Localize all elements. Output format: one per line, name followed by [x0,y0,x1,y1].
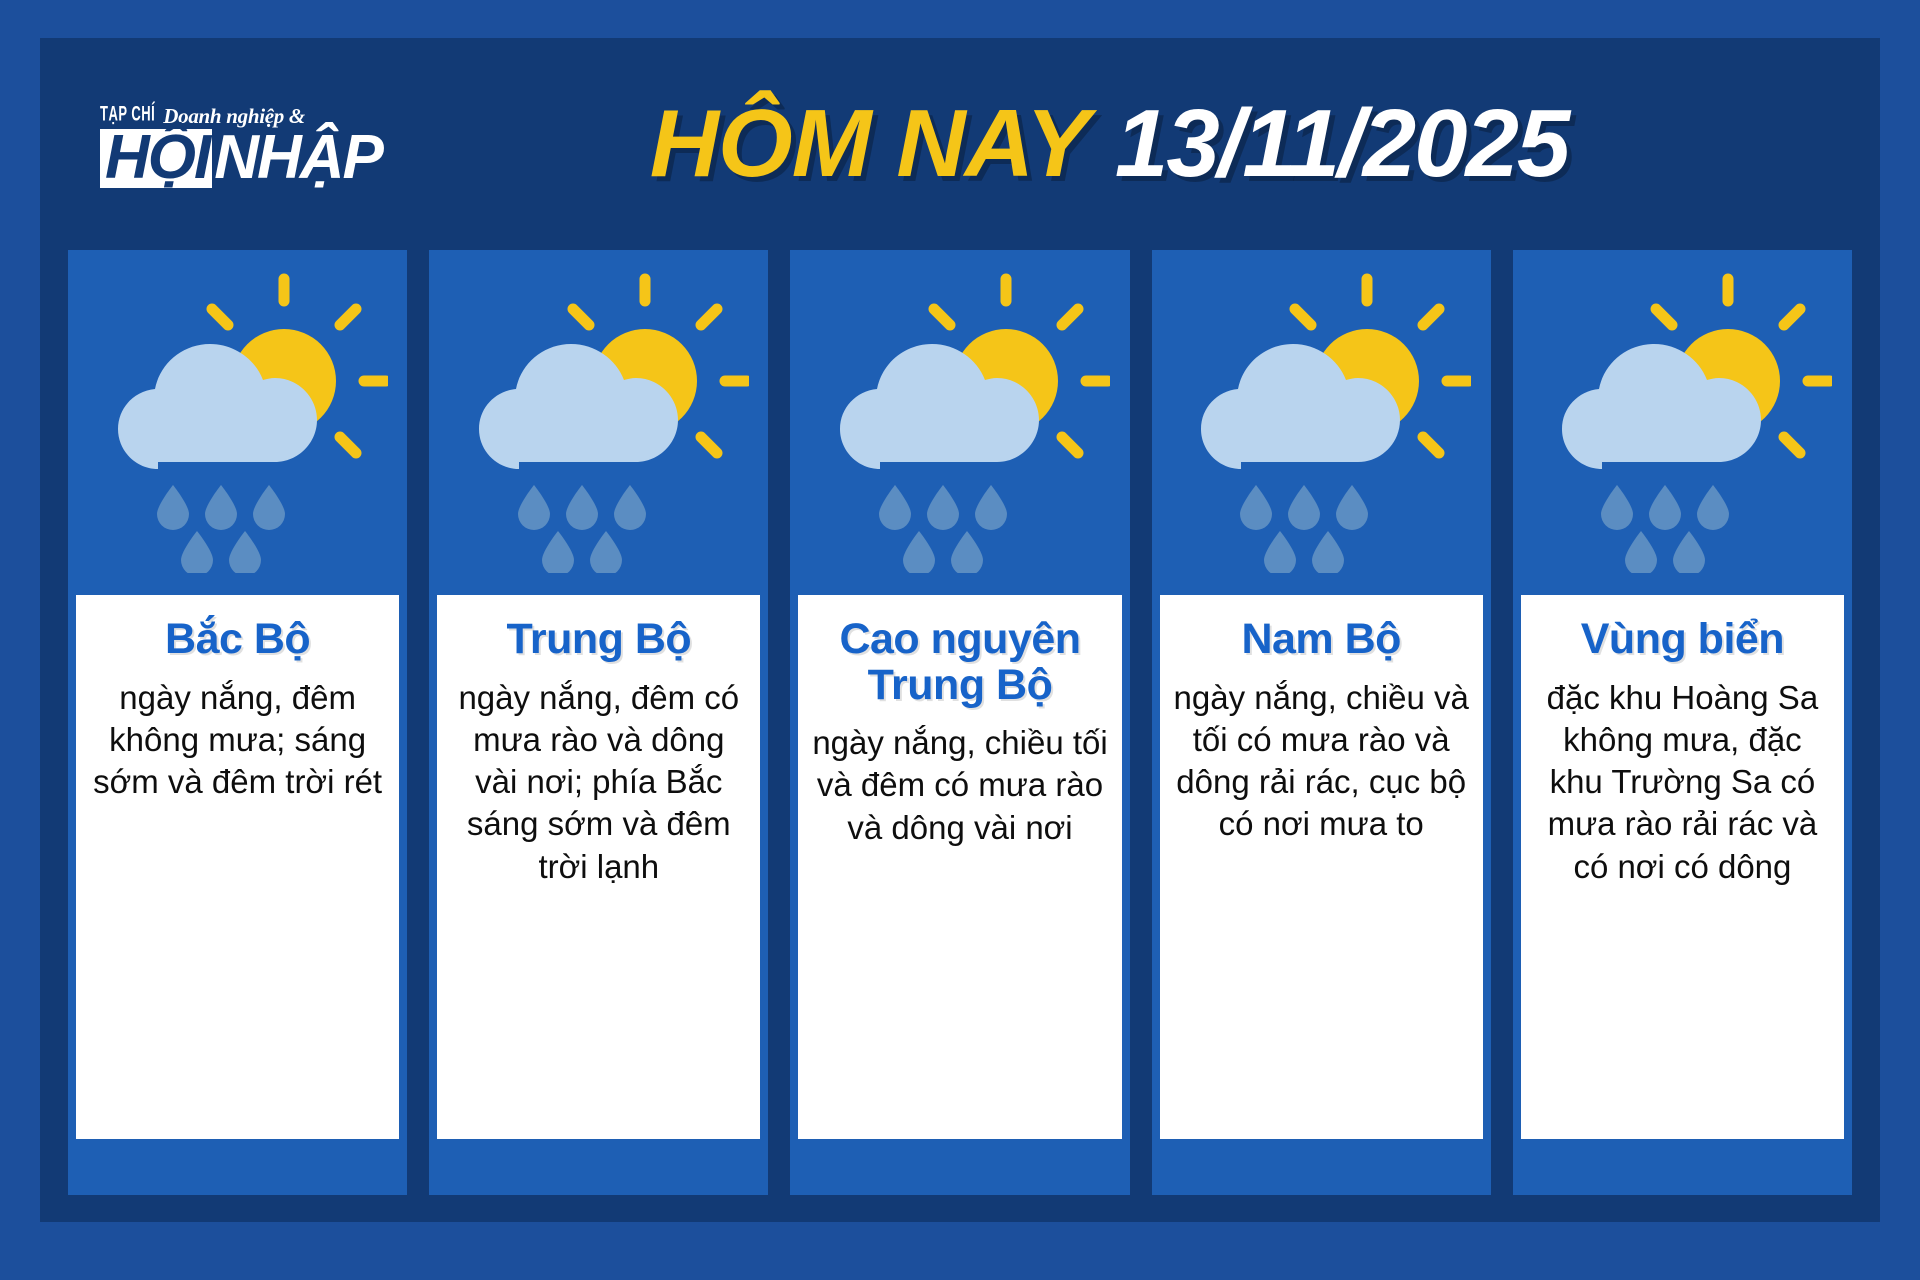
forecast-card-body [76,595,399,1139]
forecast-card [790,250,1129,1195]
forecast-card-list [40,250,1880,1195]
sun-behind-rain-cloud-icon [1152,250,1491,595]
sun-behind-rain-cloud-icon [1513,250,1852,595]
card-footer-spacer [68,1139,407,1195]
region-name: Nam Bộ [1241,615,1401,663]
region-description: ngày nắng, đêm có mưa rào và dông vài nơi; phía Bắc sáng sớm và đêm trời lạnh [458,678,740,885]
region-name: Vùng biển [1580,615,1785,663]
forecast-card-body [1160,595,1483,1139]
logo-hoi-text: HỘI [100,129,212,188]
region-name: Trung Bộ [506,615,692,663]
logo-nhap-text: NHẬP [214,123,382,193]
logo-wordmark [100,123,398,193]
forecast-card-body [1521,595,1844,1139]
card-footer-spacer [1513,1139,1852,1195]
forecast-card [1513,250,1852,1195]
region-name: Bắc Bộ [165,615,311,663]
forecast-card [68,250,407,1195]
publication-logo [68,100,398,193]
region-description: ngày nắng, chiều tối và đêm có mưa rào và dông vài nơi [812,724,1108,846]
sun-behind-rain-cloud-icon [68,250,407,595]
forecast-card-body [437,595,760,1139]
page-title: HÔM NAY [649,90,1089,197]
card-footer-spacer [790,1139,1129,1195]
region-description: đặc khu Hoàng Sa không mưa, đặc khu Trường Sa có mưa rào rải rác và có nơi có dông [1546,678,1819,885]
sun-behind-rain-cloud-icon [790,250,1129,595]
sun-behind-rain-cloud-icon [429,250,768,595]
header-title-group [398,90,1880,197]
logo-tapchi-label: TẠP CHÍ [100,101,156,126]
region-description: ngày nắng, chiều và tối có mưa rào và dông rải rác, cục bộ có nơi mưa to [1173,678,1469,843]
forecast-card [429,250,768,1195]
logo-doanh-nghiep-label: Doanh nghiệp & [163,104,305,129]
forecast-card [1152,250,1491,1195]
forecast-card-body [798,595,1121,1139]
header [40,38,1880,250]
region-description: ngày nắng, đêm không mưa; sáng sớm và đêm trời rét [93,678,383,801]
region-name: Cao nguyên Trung Bộ [839,615,1081,709]
card-footer-spacer [429,1139,768,1195]
forecast-date: 13/11/2025 [1114,90,1569,197]
card-footer-spacer [1152,1139,1491,1195]
infographic-board [40,38,1880,1222]
